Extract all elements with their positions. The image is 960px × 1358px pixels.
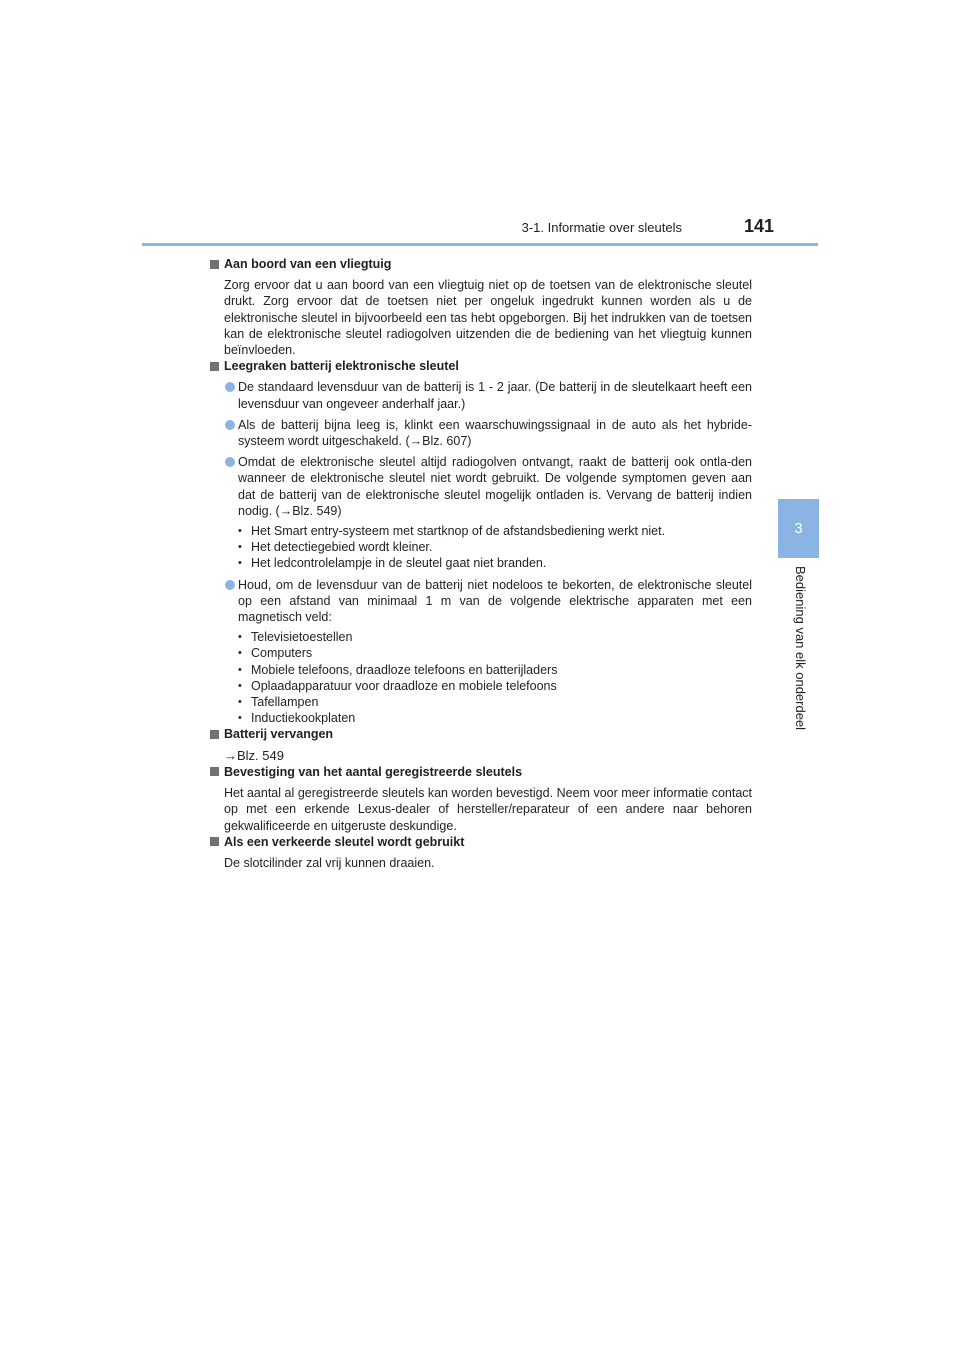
section-heading: Aan boord van een vliegtuig [224,257,392,271]
square-bullet-icon [210,767,219,776]
chapter-title-vertical: Bediening van elk onderdeel [793,566,808,731]
section-battery-depletion [210,358,752,726]
section-paragraph: De slotcilinder zal vrij kunnen draaien. [224,855,435,870]
sub-list-item: • Oplaadapparatuur voor draadloze en mobiele telefoons [238,678,752,694]
sub-list-item: • Televisietoestellen [238,629,752,645]
section-heading: Bevestiging van het aantal geregistreerde sleutels [224,764,523,779]
sub-list-item: • Het Smart entry-systeem met startknop of de afstandsbediening werkt niet. [238,523,752,539]
list-item: Omdat de elektronische sleutel altijd radiogolven ontvangt, raakt de batterij ook ontla-den wanneer de elektronische sleutel niet wordt gebruikt. De volgende symptomen geven aan dat de batterij van de elektronische sleutel mogelijk ontladen is. Vervang de batterij indien nodig. (→Blz. 549) [210,454,752,519]
list-item: Houd, om de levensduur van de batterij niet nodeloos te bekorten, de elektronische sleutel op een afstand van minimaal 1 m van de volgende elektrische apparaten met een magnetisch veld: [210,577,752,626]
section-paragraph: Zorg ervoor dat u aan boord van een vliegtuig niet op de toetsen van de elektronische sleutel drukt. Zorg ervoor dat de toetsen niet per ongeluk ingedrukt kunnen worden als u de elektronische sleutel in bijvoorbeeld een tas hebt opgeborgen. Bij het indrukken van de toetsen kan de elektronische sleutel radiogolven uitzenden die de bediening van het vliegtuig kunnen beïnvloeden. [224,278,752,358]
running-header-title: 3-1. Informatie over sleutels [521,220,682,235]
page-reference-link[interactable]: →Blz. 549 [224,747,284,763]
section-heading: Leegraken batterij elektronische sleutel [224,359,459,374]
circle-bullet-icon [225,382,235,392]
sub-list-item: • Tafellampen [238,694,752,710]
square-bullet-icon [210,730,219,739]
sub-list-item: • Mobiele telefoons, draadloze telefoons en batterijladers [238,662,752,678]
list-item: Als de batterij bijna leeg is, klinkt een waarschuwingssignaal in de auto als het hybride-systeem wordt uitgeschakeld. (→Blz. 607) [210,417,752,449]
section-wrong-key [210,834,752,871]
circle-bullet-icon [225,580,235,590]
section-heading: Batterij vervangen [224,727,334,742]
header-rule [142,243,818,246]
sub-list-item: • Computers [238,645,752,661]
square-bullet-icon [210,362,219,371]
section-paragraph: Het aantal al geregistreerde sleutels kan worden bevestigd. Neem voor meer informatie contact op met een erkende Lexus-dealer of hersteller/reparateur of een andere naar behoren gekwalificeerde en uitgeruste deskundige. [224,786,752,833]
page-number: 141 [743,216,774,236]
sub-list-item: • Het detectiegebied wordt kleiner. [238,539,752,555]
sub-list-item: • Inductiekookplaten [238,710,752,726]
appliance-list [210,629,752,726]
circle-bullet-icon [225,420,235,430]
symptom-list [210,523,752,572]
square-bullet-icon [210,260,219,269]
circle-bullet-icon [225,457,235,467]
square-bullet-icon [210,837,219,846]
section-heading: Als een verkeerde sleutel wordt gebruikt [224,834,465,849]
section-key-count [210,764,752,834]
sub-list-item: • Het ledcontrolelampje in de sleutel gaat niet branden. [238,555,752,571]
page-content [210,256,752,871]
chapter-tab [778,499,819,558]
list-item: De standaard levensduur van de batterij is 1 - 2 jaar. (De batterij in de sleutelkaart heeft een levensduur van ongeveer anderhalf jaar.) [210,379,752,411]
section-airplane [210,256,752,358]
chapter-number: 3 [794,520,803,537]
section-battery-replace [210,726,752,763]
